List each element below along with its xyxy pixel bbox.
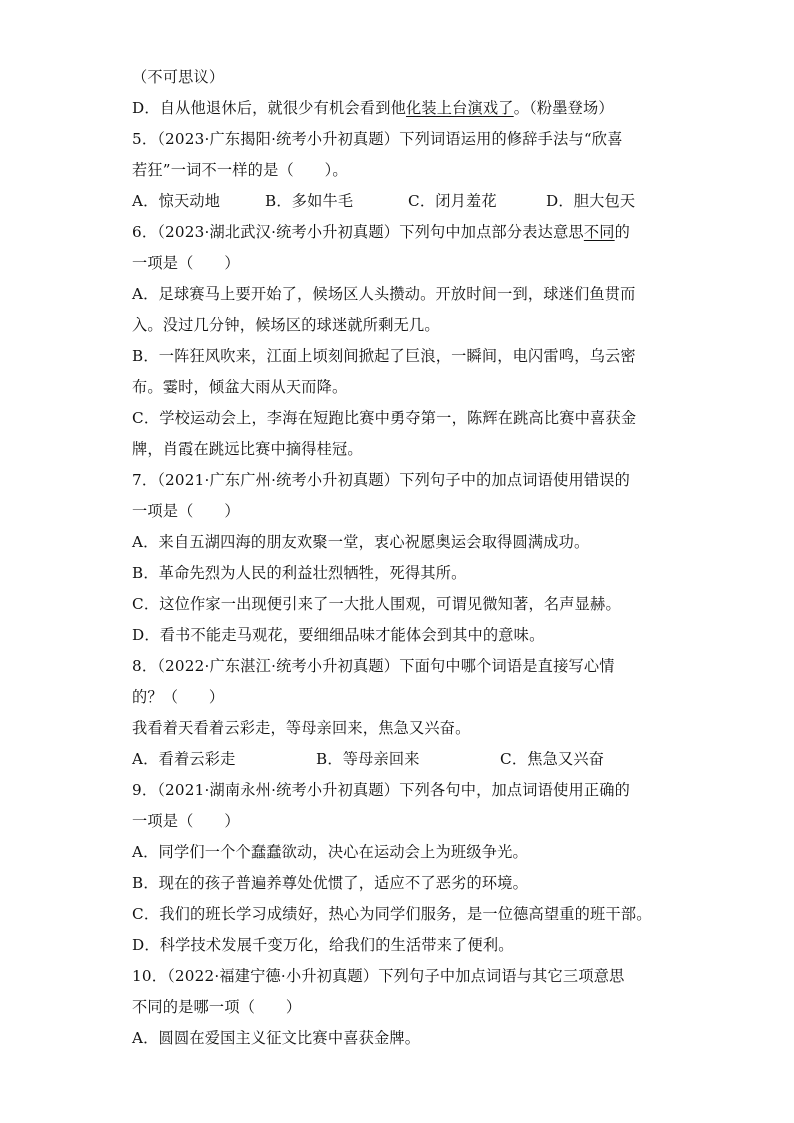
text-line: C．这位作家一出现便引来了一大批人围观，可谓见微知著，名声显赫。 xyxy=(132,595,621,613)
option-d: D．胆大包天 xyxy=(546,192,636,210)
text-line: （不可思议） xyxy=(132,68,225,86)
text-fragment: D．自从他退休后，就很少有机会看到他 xyxy=(132,99,406,117)
text-fragment: 6．（2023·湖北武汉·统考小升初真题）下列句中加点部分表达意思 xyxy=(132,223,584,241)
text-line: B．现在的孩子普遍养尊处优惯了，适应不了恶劣的环境。 xyxy=(132,874,529,892)
text-line: C．我们的班长学习成绩好，热心为同学们服务，是一位德高望重的班干部。 xyxy=(132,905,652,923)
text-line: A．同学们一个个蠢蠢欲动，决心在运动会上为班级争光。 xyxy=(132,843,528,861)
text-line: 我看着天看着云彩走，等母亲回来，焦急又兴奋。 xyxy=(132,719,471,737)
text-line: B．一阵狂风吹来，江面上顷刻间掀起了巨浪，一瞬间，电闪雷鸣，乌云密 xyxy=(132,347,636,365)
question-8-options xyxy=(132,744,668,775)
question-9-line: 9．（2021·湖南永州·统考小升初真题）下列各句中，加点词语使用正确的 xyxy=(132,781,631,799)
text-line: 若狂”一词不一样的是（ ）。 xyxy=(132,161,348,179)
text-line: 不同的是哪一项（ ） xyxy=(132,998,302,1016)
text-fragment: 的 xyxy=(614,223,631,241)
question-6-line xyxy=(132,217,668,248)
text-line: 牌，肖霞在跳远比赛中摘得桂冠。 xyxy=(132,440,363,458)
question-5-options xyxy=(132,186,668,217)
text-line: A．足球赛马上要开始了，候场区人头攒动。开放时间一到，球迷们鱼贯而 xyxy=(132,285,636,303)
option-c: C．闭月羞花 xyxy=(408,192,497,210)
text-line: D．看书不能走马观花，要细细品味才能体会到其中的意味。 xyxy=(132,626,545,644)
text-fragment: 。（粉墨登场） xyxy=(513,99,614,117)
text-line: 一项是（ ） xyxy=(132,502,240,520)
question-8-line: 8．（2022·广东湛江·统考小升初真题）下面句中哪个词语是直接写心情 xyxy=(132,657,615,675)
option-b: B．多如牛毛 xyxy=(265,192,354,210)
question-5-line: 5．（2023·广东揭阳·统考小升初真题）下列词语运用的修辞手法与“欣喜 xyxy=(132,130,623,148)
text-line: A．来自五湖四海的朋友欢聚一堂，衷心祝愿奥运会取得圆满成功。 xyxy=(132,533,590,551)
text-line: C．学校运动会上，李海在短跑比赛中勇夺第一，陈辉在跳高比赛中喜获金 xyxy=(132,409,637,427)
option-c: C．焦急又兴奋 xyxy=(500,750,605,768)
option-a: A．惊天动地 xyxy=(132,192,221,210)
text-line: B．革命先烈为人民的利益壮烈牺牲，死得其所。 xyxy=(132,564,467,582)
option-b: B．等母亲回来 xyxy=(316,750,420,768)
text-line: 一项是（ ） xyxy=(132,812,240,830)
text-line: D．科学技术发展千变万化，给我们的生活带来了便利。 xyxy=(132,936,514,954)
underlined-word: 不同 xyxy=(583,223,615,241)
option-a: A．看着云彩走 xyxy=(132,750,236,768)
question-7-line: 7．（2021·广东广州·统考小升初真题）下列句子中的加点词语使用错误的 xyxy=(132,471,631,489)
text-line: 一项是（ ） xyxy=(132,254,240,272)
option-d-line xyxy=(132,93,668,124)
text-line: 布。霎时，倾盆大雨从天而降。 xyxy=(132,378,348,396)
document-page xyxy=(132,62,668,1054)
text-line: A．圆圆在爱国主义征文比赛中喜获金牌。 xyxy=(132,1029,421,1047)
underlined-phrase: 化装上台演戏了 xyxy=(405,99,514,117)
question-10-line: 10．（2022·福建宁德·小升初真题）下列句子中加点词语与其它三项意思 xyxy=(132,967,625,985)
text-line: 的？（ ） xyxy=(132,688,225,706)
text-line: 入。没过几分钟，候场区的球迷就所剩无几。 xyxy=(132,316,440,334)
